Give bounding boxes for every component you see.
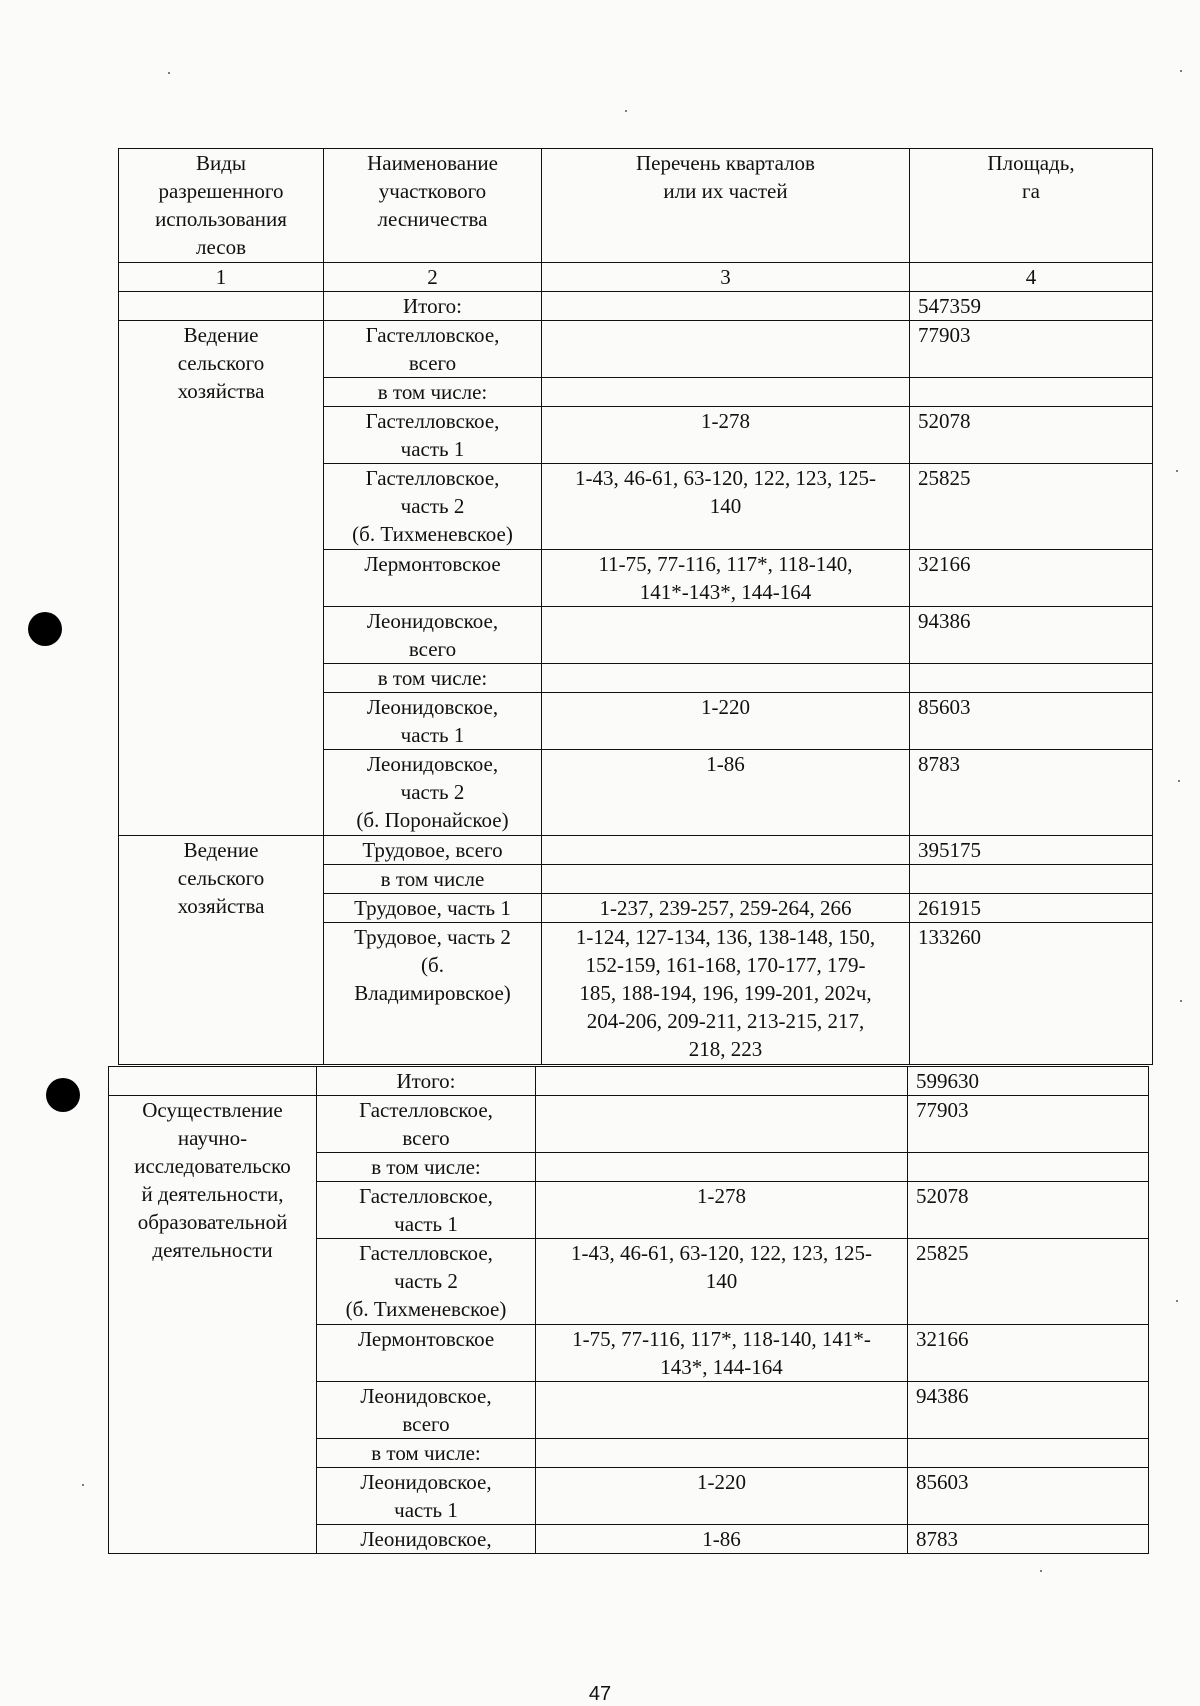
quarters-list: 1-220 — [536, 1468, 908, 1525]
quarters-list — [542, 607, 910, 664]
scan-speck — [1178, 780, 1180, 782]
forestry-name: в том числе: — [317, 1153, 536, 1182]
scan-speck — [1176, 1300, 1178, 1302]
use-type-cell: Осуществление научно- исследовательско й деятельности, образовательной деятельности — [109, 1096, 317, 1554]
area-value: 25825 — [908, 1239, 1149, 1325]
area-value — [910, 378, 1153, 407]
quarters-list: 1-278 — [536, 1182, 908, 1239]
forest-use-table-1 — [118, 148, 1153, 1065]
column-number: 4 — [910, 263, 1153, 292]
table-row — [109, 1096, 1149, 1153]
forestry-name: Леонидовское, часть 1 — [324, 693, 542, 750]
total-label: Итого: — [317, 1067, 536, 1096]
header-area: Площадь, га — [910, 149, 1153, 263]
scan-speck — [1040, 1570, 1042, 1572]
quarters-list — [542, 865, 910, 894]
quarters-list: 1-86 — [536, 1525, 908, 1554]
forestry-name: Леонидовское, часть 1 — [317, 1468, 536, 1525]
scan-speck — [168, 72, 170, 74]
forestry-name: Леонидовское, — [317, 1525, 536, 1554]
punch-hole — [28, 612, 62, 646]
punch-hole — [46, 1078, 80, 1112]
forestry-name: Гастелловское, часть 2 (б. Тихменевское) — [317, 1239, 536, 1325]
total-row — [109, 1067, 1149, 1096]
table-row — [119, 321, 1153, 378]
area-value: 395175 — [910, 836, 1153, 865]
area-value: 85603 — [908, 1468, 1149, 1525]
forestry-name: Лермонтовское — [317, 1325, 536, 1382]
scan-speck — [82, 1484, 84, 1486]
quarters-list: 1-75, 77-116, 117*, 118-140, 141*- 143*, 144-164 — [536, 1325, 908, 1382]
scan-speck — [625, 110, 627, 112]
quarters-list: 11-75, 77-116, 117*, 118-140, 141*-143*, 144-164 — [542, 550, 910, 607]
area-value — [910, 865, 1153, 894]
header-quarters-list: Перечень кварталов или их частей — [542, 149, 910, 263]
quarters-list — [542, 321, 910, 378]
area-value — [908, 1439, 1149, 1468]
forestry-name: в том числе — [324, 865, 542, 894]
area-value: 52078 — [910, 407, 1153, 464]
column-number: 2 — [324, 263, 542, 292]
quarters-list — [536, 1153, 908, 1182]
total-area: 547359 — [910, 292, 1153, 321]
forest-use-table-2 — [108, 1066, 1149, 1554]
forestry-name: Трудовое, всего — [324, 836, 542, 865]
total-row — [119, 292, 1153, 321]
scan-speck — [1180, 70, 1182, 72]
area-value: 94386 — [908, 1382, 1149, 1439]
area-value — [910, 664, 1153, 693]
scan-speck — [1176, 470, 1178, 472]
use-type-cell: Ведение сельского хозяйства — [119, 836, 324, 1065]
forestry-name: в том числе: — [317, 1439, 536, 1468]
quarters-list: 1-43, 46-61, 63-120, 122, 123, 125- 140 — [536, 1239, 908, 1325]
forestry-name: в том числе: — [324, 664, 542, 693]
quarters-list — [536, 1382, 908, 1439]
quarters-list: 1-43, 46-61, 63-120, 122, 123, 125- 140 — [542, 464, 910, 550]
area-value: 77903 — [910, 321, 1153, 378]
quarters-list: 1-86 — [542, 750, 910, 836]
quarters-list — [536, 1439, 908, 1468]
area-value: 32166 — [908, 1325, 1149, 1382]
total-area: 599630 — [908, 1067, 1149, 1096]
forestry-name: Трудовое, часть 1 — [324, 894, 542, 923]
forestry-name: Трудовое, часть 2 (б. Владимировское) — [324, 923, 542, 1065]
header-row — [119, 149, 1153, 263]
table-row — [119, 836, 1153, 865]
quarters-list: 1-124, 127-134, 136, 138-148, 150, 152-159, 161-168, 170-177, 179- 185, 188-194, 196, 199-201, 202ч, 204-206, 209-211, 213-215, 217, 218, 223 — [542, 923, 910, 1065]
quarters-list: 1-237, 239-257, 259-264, 266 — [542, 894, 910, 923]
area-value: 77903 — [908, 1096, 1149, 1153]
header-forestry-name: Наименование участкового лесничества — [324, 149, 542, 263]
quarters-list — [542, 664, 910, 693]
quarters-list — [542, 836, 910, 865]
area-value: 52078 — [908, 1182, 1149, 1239]
area-value: 32166 — [910, 550, 1153, 607]
area-value — [908, 1153, 1149, 1182]
forestry-name: Гастелловское, всего — [317, 1096, 536, 1153]
use-type-cell: Ведение сельского хозяйства — [119, 321, 324, 836]
area-value: 25825 — [910, 464, 1153, 550]
area-value: 8783 — [908, 1525, 1149, 1554]
forestry-name: Гастелловское, всего — [324, 321, 542, 378]
quarters-list: 1-220 — [542, 693, 910, 750]
total-label: Итого: — [324, 292, 542, 321]
area-value: 85603 — [910, 693, 1153, 750]
forestry-name: Леонидовское, всего — [324, 607, 542, 664]
area-value: 133260 — [910, 923, 1153, 1065]
quarters-list — [542, 378, 910, 407]
forestry-name: Лермонтовское — [324, 550, 542, 607]
area-value: 94386 — [910, 607, 1153, 664]
forestry-name: Гастелловское, часть 1 — [317, 1182, 536, 1239]
column-number-row — [119, 263, 1153, 292]
forestry-name: Леонидовское, часть 2 (б. Поронайское) — [324, 750, 542, 836]
header-use-type: Виды разрешенного использования лесов — [119, 149, 324, 263]
column-number: 1 — [119, 263, 324, 292]
column-number: 3 — [542, 263, 910, 292]
forestry-name: Леонидовское, всего — [317, 1382, 536, 1439]
quarters-list — [536, 1096, 908, 1153]
forestry-name: Гастелловское, часть 1 — [324, 407, 542, 464]
page-number: 47 — [588, 1683, 612, 1705]
scan-speck — [1180, 1000, 1182, 1002]
forestry-name: Гастелловское, часть 2 (б. Тихменевское) — [324, 464, 542, 550]
area-value: 8783 — [910, 750, 1153, 836]
area-value: 261915 — [910, 894, 1153, 923]
quarters-list: 1-278 — [542, 407, 910, 464]
forestry-name: в том числе: — [324, 378, 542, 407]
